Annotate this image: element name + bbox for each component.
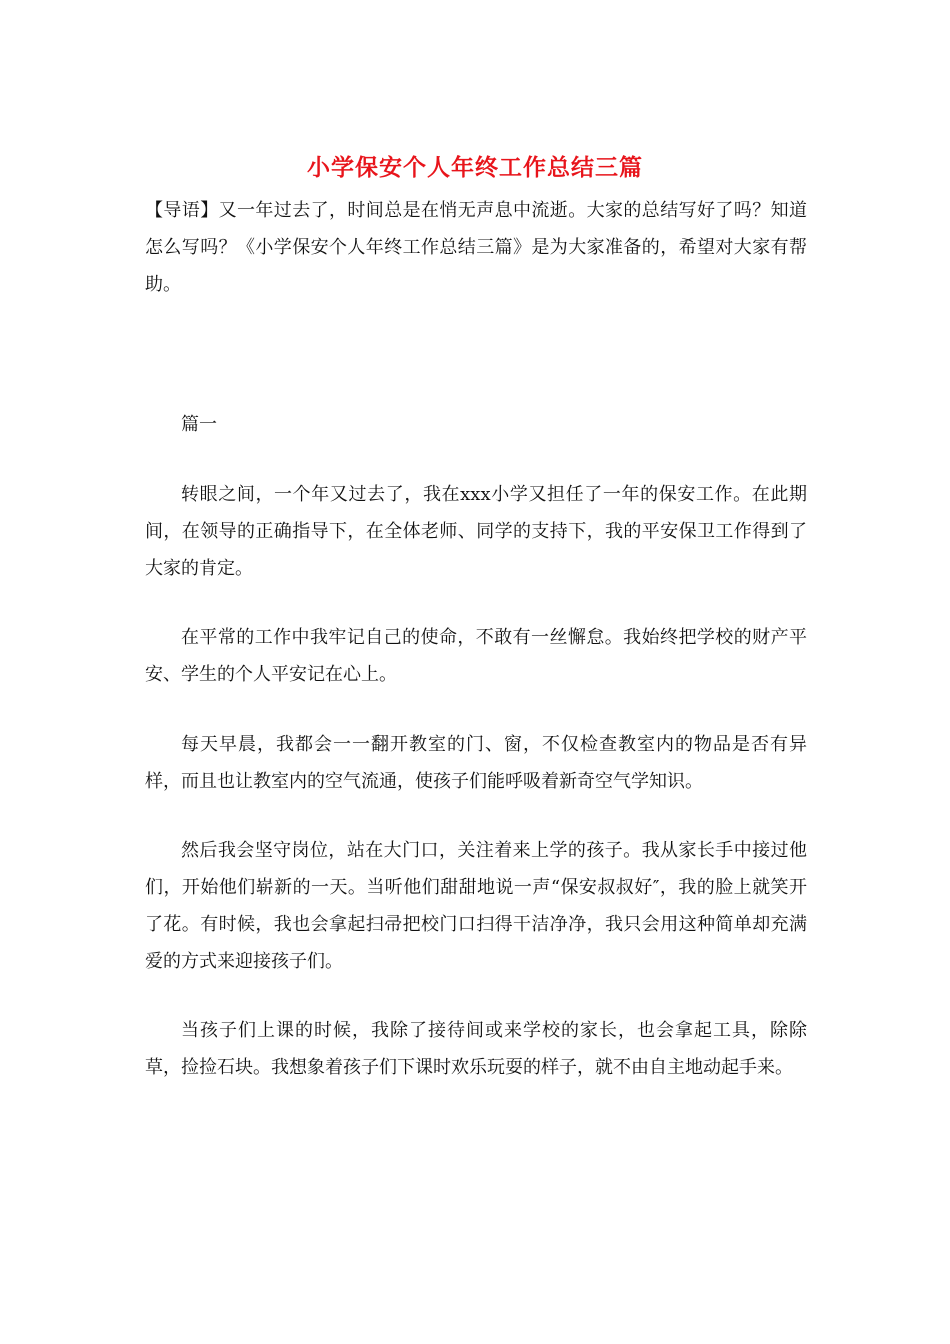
- body-paragraph: 在平常的工作中我牢记自己的使命，不敢有一丝懈怠。我始终把学校的财产平安、学生的个人平安记在心上。: [145, 627, 807, 685]
- body-paragraph: 当孩子们上课的时候，我除了接待间或来学校的家长，也会拿起工具，除除草，捡捡石块。我想象着孩子们下课时欢乐玩耍的样子，就不由自主地动起手来。: [145, 1020, 807, 1078]
- document-title: 小学保安个人年终工作总结三篇: [307, 154, 643, 181]
- body-paragraph: 然后我会坚守岗位，站在大门口，关注着来上学的孩子。我从家长手中接过他们，开始他们崭新的一天。当听他们甜甜地说一声“保安叔叔好″，我的脸上就笑开了花。有时候，我也会拿起扫帚把校门口扫得干洁净净，我只会用这种简单却充满爱的方式来迎接孩子们。: [145, 840, 807, 972]
- intro-paragraph: 【导语】又一年过去了，时间总是在悄无声息中流逝。大家的总结写好了吗？知道怎么写吗？《小学保安个人年终工作总结三篇》是为大家准备的，希望对大家有帮助。: [145, 200, 807, 295]
- body-paragraph: 每天早晨，我都会一一翻开教室的门、窗，不仅检查教室内的物品是否有异样，而且也让教室内的空气流通，使孩子们能呼吸着新奇空气学知识。: [145, 734, 807, 792]
- section-heading: 篇一: [181, 414, 217, 435]
- body-paragraph: 转眼之间，一个年又过去了，我在xxx小学又担任了一年的保安工作。在此期间，在领导的正确指导下，在全体老师、同学的支持下，我的平安保卫工作得到了大家的肯定。: [145, 484, 807, 579]
